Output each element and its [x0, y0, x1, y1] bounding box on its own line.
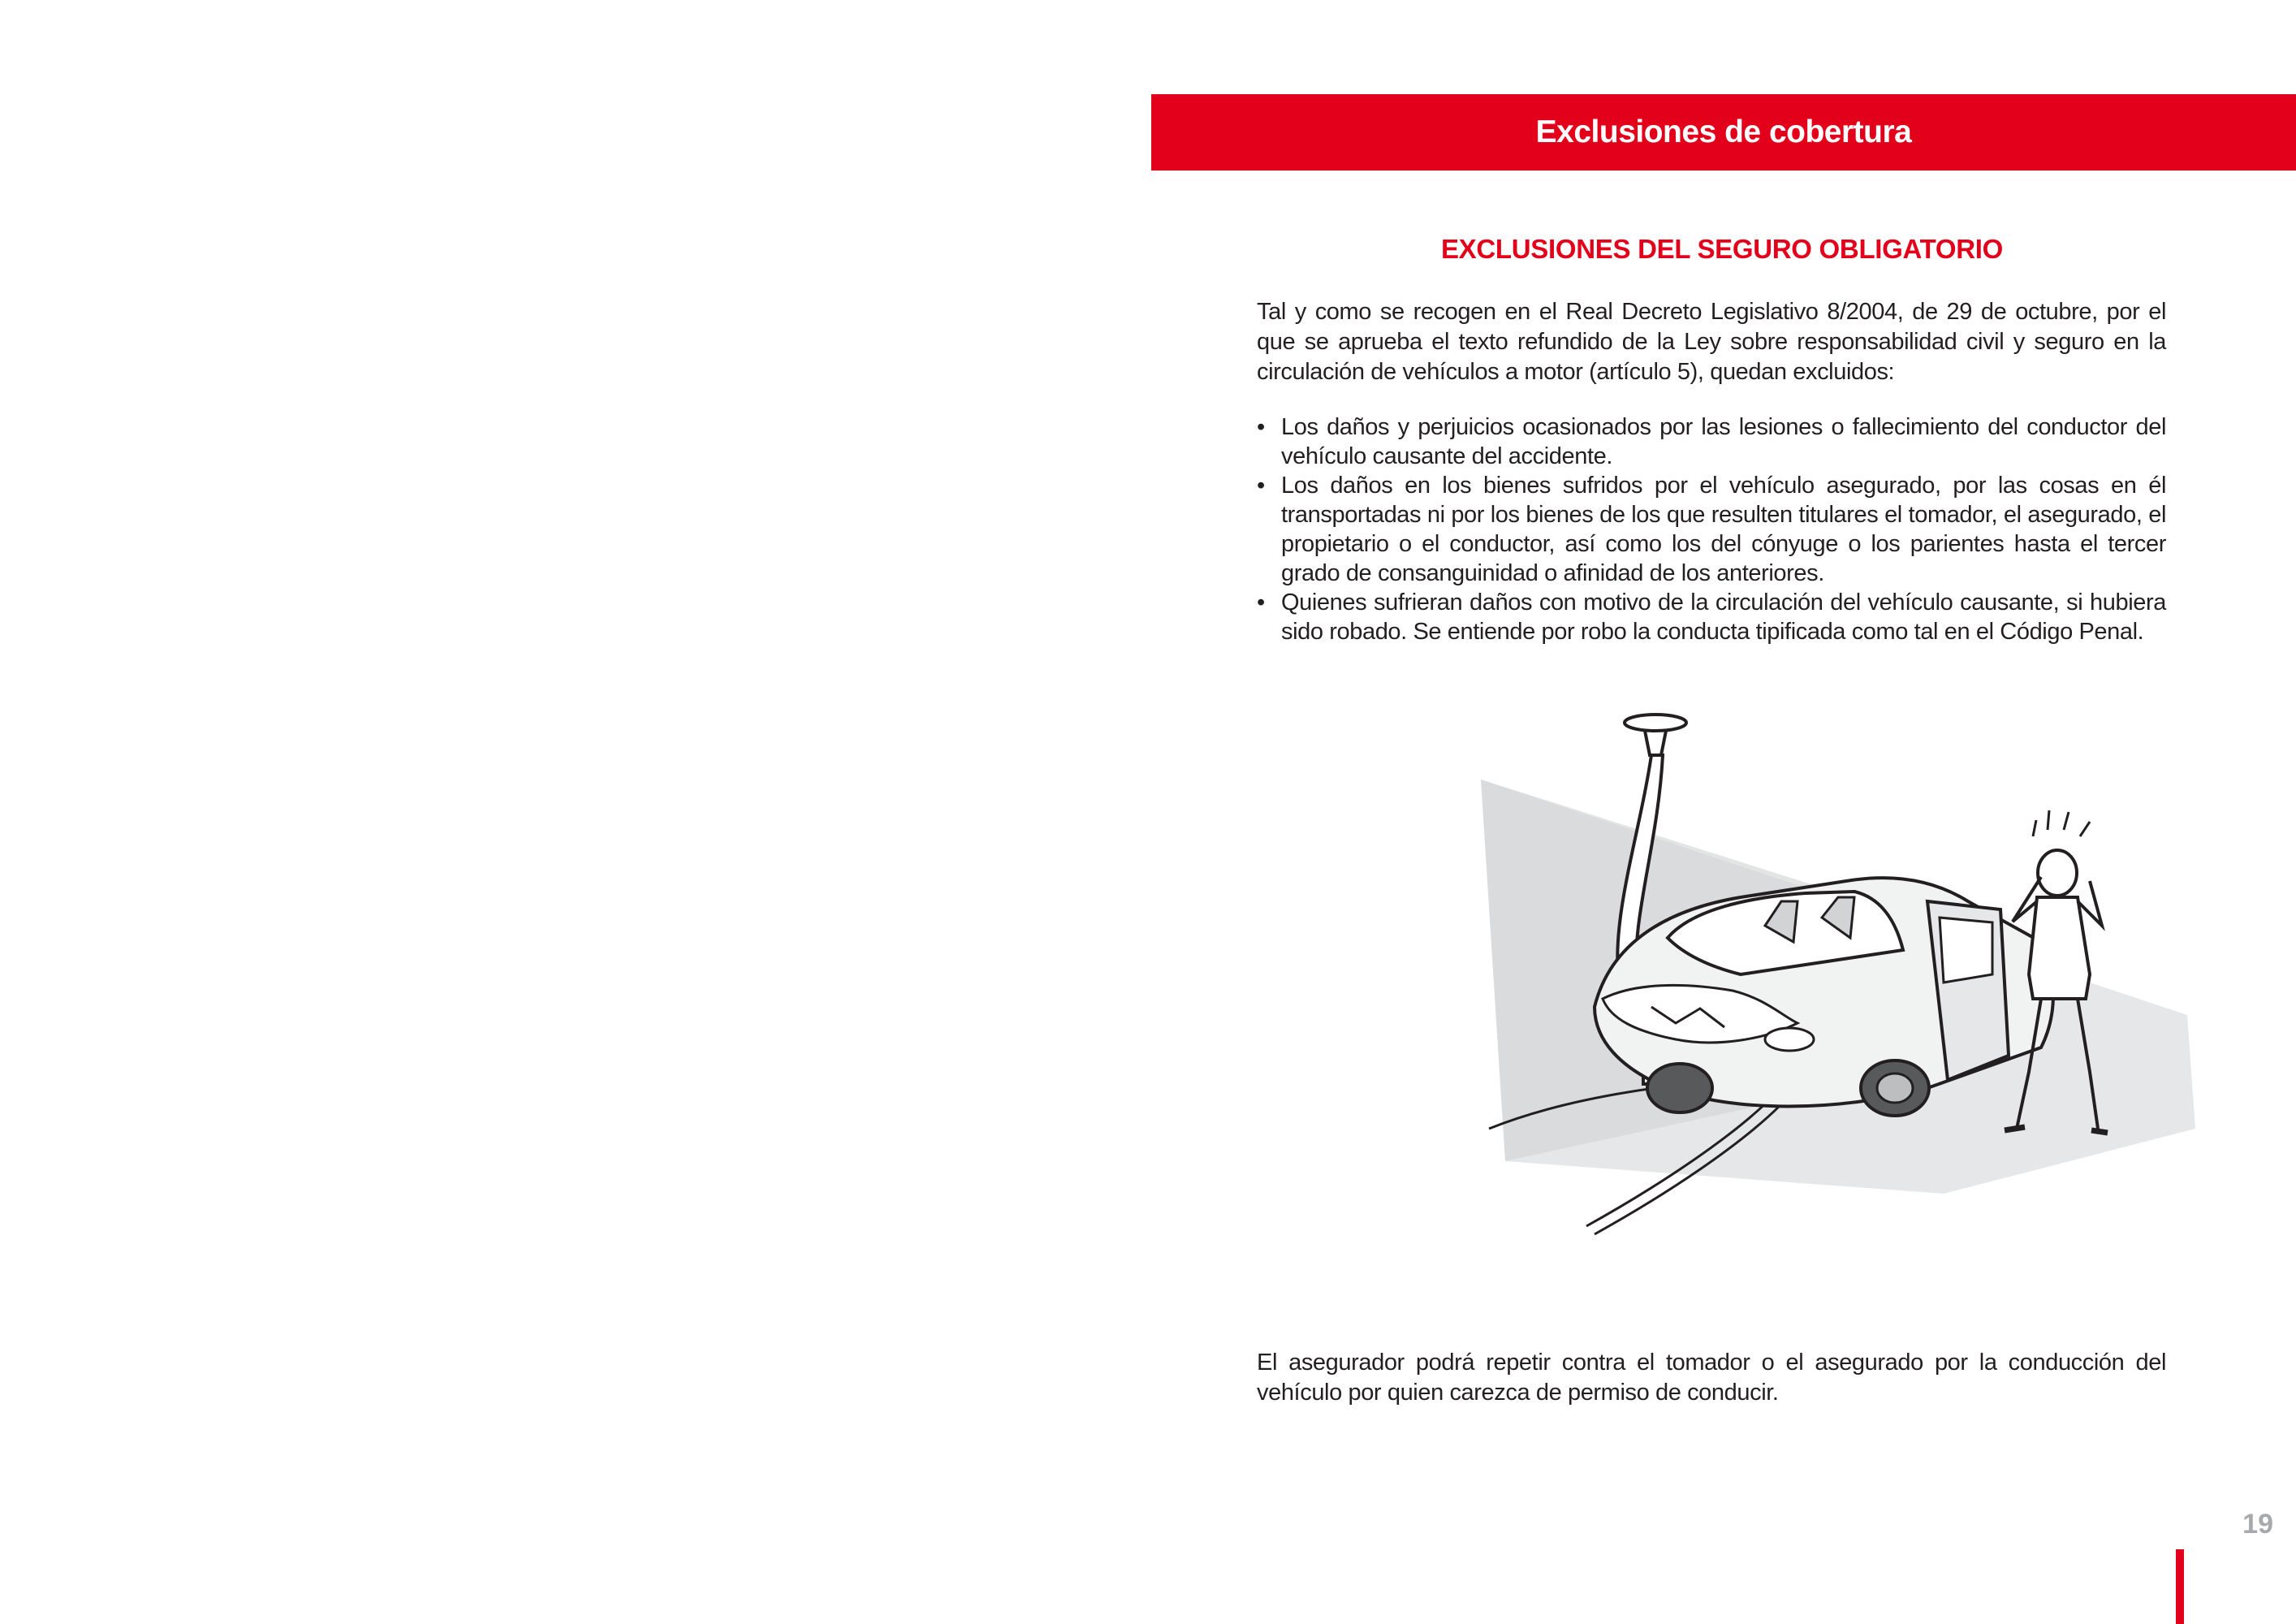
- car-crash-illustration: [1473, 706, 2203, 1259]
- bullet-icon: •: [1257, 414, 1265, 440]
- surprise-mark: [2064, 812, 2069, 830]
- page-number: 19: [2242, 1509, 2273, 1540]
- list-item-text: Los daños en los bienes sufridos por el vehículo asegurado, por las cosas en él transportadas ni por los bienes de los que resulten titulares el tomador, el asegurado, el propietario o el conductor, así como los del cónyuge o los parientes hasta el tercer grado de consanguinidad o afinidad de los anteriores.: [1281, 473, 2166, 586]
- headlight: [1765, 1028, 1814, 1051]
- surprise-mark: [2080, 822, 2090, 836]
- door-window: [1940, 918, 1992, 983]
- intro-paragraph: Tal y como se recogen en el Real Decreto Legislativo 8/2004, de 29 de octubre, por el que se aprueba el texto refundido de la Ley sobre responsabilidad civil y seguro en la circulación de vehículos a motor (artículo 5), quedan excluidos:: [1257, 299, 2166, 385]
- car-wheel: [1647, 1064, 1712, 1112]
- surprise-mark: [2033, 820, 2036, 836]
- person-torso: [2029, 897, 2090, 999]
- person-shoe: [2005, 1127, 2025, 1130]
- section-title: Exclusiones de cobertura: [1535, 114, 1912, 149]
- list-item-text: Quienes sufrieran daños con motivo de la circulación del vehículo causante, si hubiera sido robado. Se entiende por robo la conducta tipificada como tal en el Código Penal.: [1281, 590, 2166, 645]
- bullet-icon: •: [1257, 473, 1265, 499]
- wheel-hub: [1877, 1073, 1913, 1103]
- lamp-top: [1625, 715, 1686, 731]
- page-heading: EXCLUSIONES DEL SEGURO OBLIGATORIO: [1440, 234, 2004, 264]
- right-page: [1148, 0, 2296, 1624]
- exclusions-list: [1257, 412, 2166, 646]
- surprise-mark: [2048, 810, 2049, 830]
- list-item-text: Los daños y perjuicios ocasionados por las lesiones o fallecimiento del conductor del vehículo causante del accidente.: [1281, 414, 2166, 469]
- section-banner: [1151, 94, 2296, 171]
- list-item: [1257, 471, 2166, 588]
- closing-paragraph: El asegurador podrá repetir contra el tomador o el asegurado por la conducción del vehículo por quien carezca de permiso de conducir.: [1257, 1350, 2166, 1406]
- list-item: [1257, 412, 2166, 471]
- person-head: [2038, 850, 2077, 896]
- bullet-icon: •: [1257, 590, 1265, 615]
- person-shoe: [2091, 1130, 2108, 1133]
- list-item: [1257, 588, 2166, 646]
- page-edge-marker: [2176, 1549, 2184, 1624]
